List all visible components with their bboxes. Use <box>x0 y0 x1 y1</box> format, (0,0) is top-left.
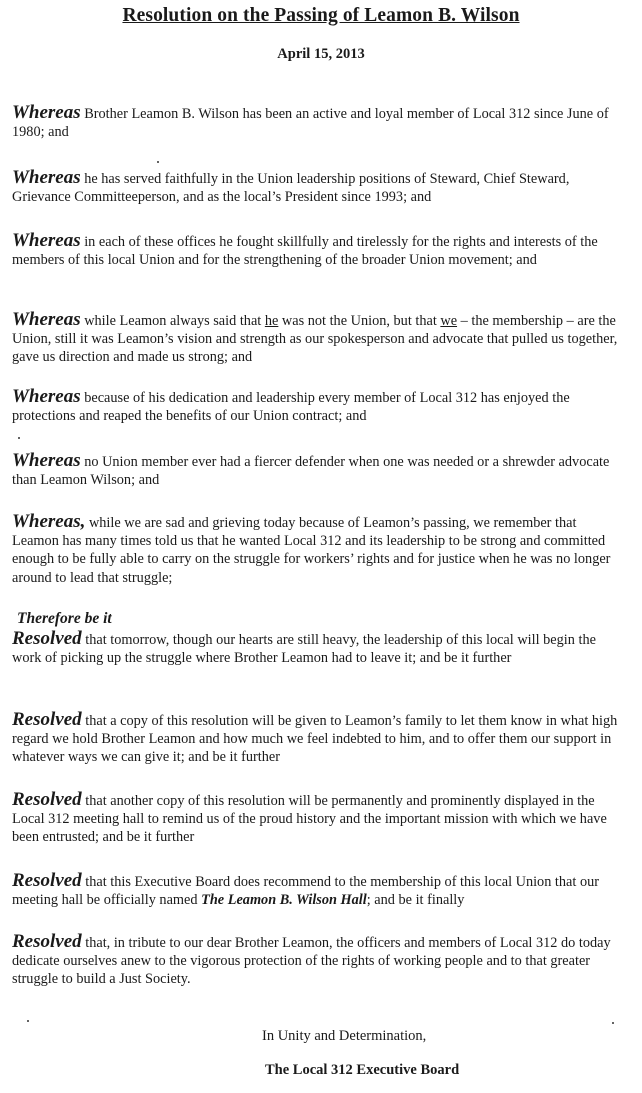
document-title: Resolution on the Passing of Leamon B. Wilson <box>122 5 520 26</box>
scan-speck <box>27 1020 29 1022</box>
therefore-heading: Therefore be it <box>17 610 112 627</box>
whereas-clause-5 <box>12 388 624 425</box>
resolved-text-part: that this Executive Board does recommend to the membership of this local Union that our meeting hall be officially named <box>12 874 600 909</box>
resolved-lead: Resolved <box>12 628 82 649</box>
resolved-text: that another copy of this resolution will be permanently and prominently displayed in the Local 312 meeting hall to remind us of the proud history and the important mission with which we have been entrusted; and be it further <box>12 793 607 846</box>
resolved-text-part: ; and be it finally <box>366 892 465 909</box>
whereas-lead: Whereas <box>12 167 81 188</box>
resolved-clause-4 <box>12 872 624 909</box>
whereas-text: because of his dedication and leadership every member of Local 312 has enjoyed the protections and reaped the benefits of our Union contract; and <box>12 390 570 425</box>
document-date: April 15, 2013 <box>277 46 365 62</box>
resolved-lead: Resolved <box>12 709 82 730</box>
whereas-text: in each of these offices he fought skillfully and tirelessly for the rights and interests of the members of this local Union and for the strengthening of the broader Union movement; and <box>12 234 598 269</box>
whereas-lead: Whereas <box>12 102 81 123</box>
whereas-lead: Whereas <box>12 450 81 471</box>
whereas-lead: Whereas <box>12 386 81 407</box>
whereas-text: while we are sad and grieving today because of Leamon’s passing, we remember that Leamon has many times told us that he wanted Local 312 and its leadership to be strong and committed enough to be fully able to carry on the struggle for workers’ rights and for justice when he was no longer around to lead that struggle; <box>12 515 611 586</box>
closing-line: In Unity and Determination, <box>262 1028 427 1044</box>
whereas-clause-3 <box>12 232 624 269</box>
whereas-lead: Whereas, <box>12 511 86 532</box>
underlined-word-we: we <box>440 313 458 329</box>
whereas-text-part: while Leamon always said that <box>80 313 265 329</box>
hall-name: The Leamon B. Wilson Hall <box>201 892 367 909</box>
underlined-word-he: he <box>264 313 279 329</box>
whereas-clause-7 <box>12 513 624 587</box>
whereas-clause-6 <box>12 452 624 489</box>
whereas-text-part: – the membership – are the Union, still it was Leamon’s vision and strength as our spokesperson and advocate that pulled us together, gave us direction and made us strong; and <box>12 313 618 366</box>
resolved-lead: Resolved <box>12 931 82 952</box>
resolved-text: that tomorrow, though our hearts are still heavy, the leadership of this local will begin the work of picking up the struggle where Brother Leamon had to leave it; and be it further <box>12 632 596 667</box>
whereas-text: Brother Leamon B. Wilson has been an active and loyal member of Local 312 since June of 1980; and <box>12 106 609 141</box>
whereas-text-part: was not the Union, but that <box>278 313 441 329</box>
resolved-clause-2 <box>12 711 624 767</box>
resolved-text: that, in tribute to our dear Brother Leamon, the officers and members of Local 312 do today dedicate ourselves anew to the vigorous protection of the rights of working people and to that greater struggle to build a Just Society. <box>12 935 611 988</box>
whereas-lead: Whereas <box>12 309 81 330</box>
scan-speck <box>157 161 159 163</box>
resolved-clause-1 <box>12 630 624 667</box>
whereas-lead: Whereas <box>12 230 81 251</box>
whereas-text: no Union member ever had a fiercer defender when one was needed or a shrewder advocate than Leamon Wilson; and <box>12 454 610 489</box>
resolved-lead: Resolved <box>12 789 82 810</box>
signature-line: The Local 312 Executive Board <box>265 1062 460 1078</box>
resolved-clause-5 <box>12 933 624 989</box>
scan-speck <box>612 1022 614 1024</box>
whereas-text: he has served faithfully in the Union leadership positions of Steward, Chief Steward, Grievance Committeeperson, and as the local’s President since 1993; and <box>12 171 570 206</box>
whereas-clause-1 <box>12 104 624 141</box>
whereas-clause-2 <box>12 169 624 206</box>
resolved-clause-3 <box>12 791 624 847</box>
resolved-text: that a copy of this resolution will be given to Leamon’s family to let them know in what high regard we hold Brother Leamon and how much we feel indebted to him, and to offer them our support in whatever ways we can give it; and be it further <box>12 713 618 766</box>
resolved-lead: Resolved <box>12 870 82 891</box>
scan-speck <box>18 437 20 439</box>
whereas-clause-4 <box>12 311 624 367</box>
